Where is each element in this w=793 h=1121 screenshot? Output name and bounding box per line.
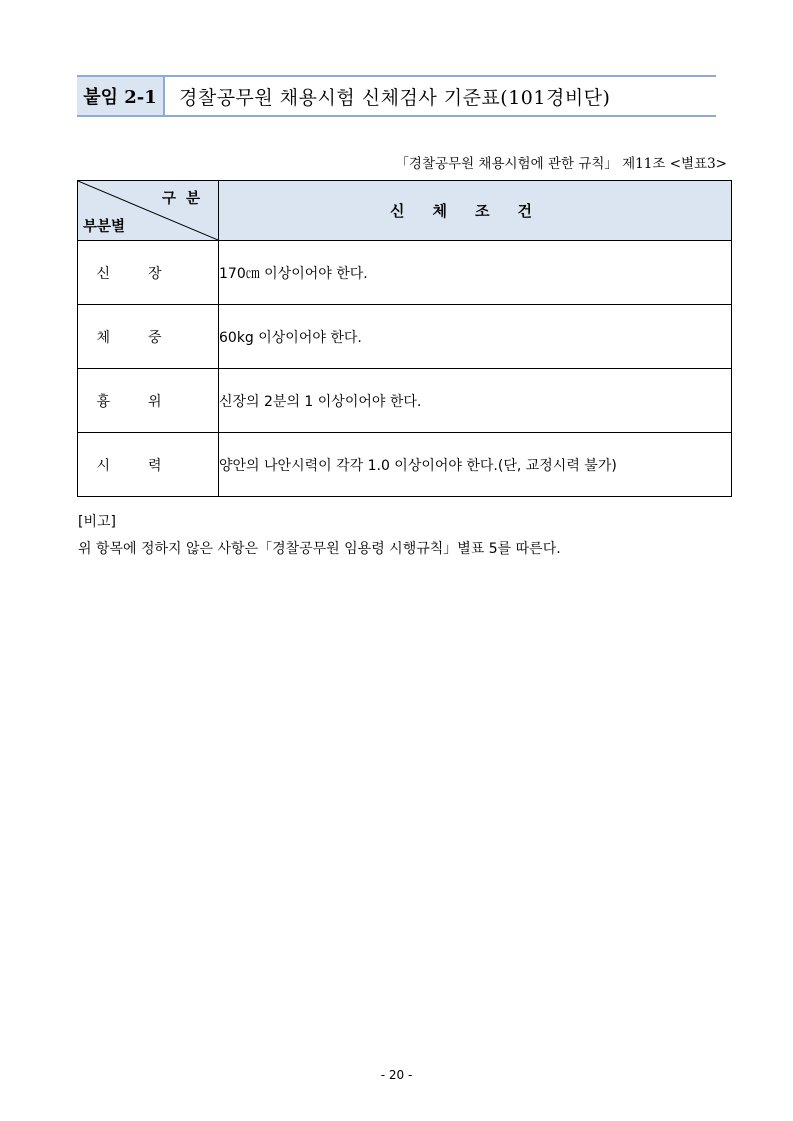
- title-box: [77, 75, 716, 117]
- diagonal-header-cell: [78, 181, 219, 241]
- row-value-weight: 60kg 이상이어야 한다.: [219, 305, 732, 369]
- physical-exam-standards-table: [77, 180, 732, 497]
- table-row: [78, 305, 732, 369]
- table-row: [78, 433, 732, 497]
- attachment-tag: 붙임 2-1: [77, 77, 165, 115]
- header-part-label: 부분별: [83, 219, 126, 235]
- row-label-height: 신장: [78, 241, 219, 305]
- table-row: [78, 241, 732, 305]
- header-condition-label: 신체조건: [219, 181, 732, 241]
- remarks-heading: [비고]: [78, 514, 116, 530]
- header-category-label: 구분: [161, 191, 210, 207]
- row-label-chest: 흉위: [78, 369, 219, 433]
- row-value-height: 170㎝ 이상이어야 한다.: [219, 241, 732, 305]
- source-reference: 「경찰공무원 채용시험에 관한 규칙」 제11조 <별표3>: [395, 156, 727, 172]
- remarks-text: 위 항목에 정하지 않은 사항은「경찰공무원 임용령 시행규칙」별표 5를 따른다.: [78, 541, 561, 557]
- row-label-weight: 체중: [78, 305, 219, 369]
- page-number: - 20 -: [380, 1068, 413, 1082]
- table-row: [78, 369, 732, 433]
- document-title: 경찰공무원 채용시험 신체검사 기준표(101경비단): [179, 86, 611, 109]
- row-label-vision: 시력: [78, 433, 219, 497]
- row-value-chest: 신장의 2분의 1 이상이어야 한다.: [219, 369, 732, 433]
- row-value-vision: 양안의 나안시력이 각각 1.0 이상이어야 한다.(단, 교정시력 불가): [219, 433, 732, 497]
- table-header-row: [78, 181, 732, 241]
